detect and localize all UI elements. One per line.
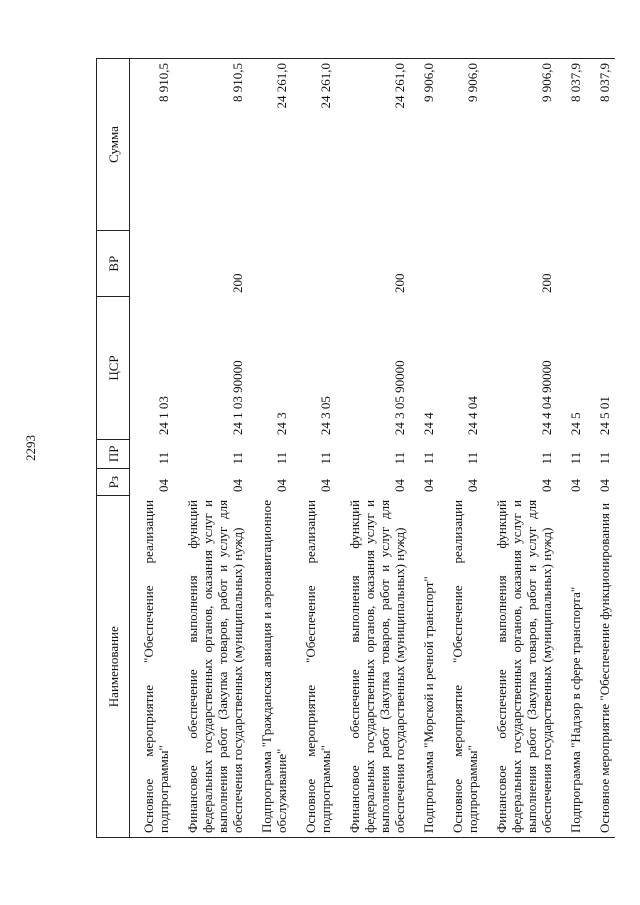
row-vr xyxy=(419,230,439,296)
header-vr: ВР xyxy=(97,230,130,296)
table-row xyxy=(448,59,483,838)
row-sum: 8 037,9 xyxy=(566,59,586,231)
table-row xyxy=(257,59,292,838)
row-csr: 24 3 05 90000 xyxy=(391,360,407,436)
row-vr xyxy=(301,230,336,296)
row-rz: 04 xyxy=(155,478,171,492)
row-sum: 9 906,0 xyxy=(419,59,439,231)
row-pr: 11 xyxy=(596,451,612,465)
table-row xyxy=(419,59,439,838)
header-sum: Сумма xyxy=(97,59,130,231)
row-name: Основное мероприятие "Обеспечение реализации подпрограммы" xyxy=(301,496,336,838)
row-pr: 11 xyxy=(273,451,289,465)
row-rz: 04 xyxy=(420,478,436,492)
row-sum: 9 906,0 xyxy=(492,59,557,231)
table-header-row xyxy=(97,59,130,838)
row-rz: 04 xyxy=(229,478,245,492)
row-pr: 11 xyxy=(567,451,583,465)
row-name: Основное мероприятие "Обеспечение функционирования и xyxy=(595,496,615,838)
page-number: 2293 xyxy=(23,435,38,461)
table-row xyxy=(183,59,248,838)
row-name: Основное мероприятие "Обеспечение реализации подпрограммы" xyxy=(448,496,483,838)
row-sum: 8 910,5 xyxy=(139,59,174,231)
table-row xyxy=(566,59,586,838)
row-csr: 24 1 03 xyxy=(155,396,171,436)
row-sum: 8 910,5 xyxy=(183,59,248,231)
table-row xyxy=(492,59,557,838)
row-csr: 24 4 xyxy=(420,412,436,436)
row-vr: 200 xyxy=(391,273,407,293)
row-csr: 24 4 04 xyxy=(464,396,480,436)
row-name: Финансовое обеспечение выполнения функций федеральных государственных органов, оказания услуг и выполнения работ (Закупка товаров, работ и услуг для обеспечения государственных (муниципальных) нужд) xyxy=(183,496,248,838)
row-vr xyxy=(595,230,615,296)
row-csr: 24 1 03 90000 xyxy=(229,360,245,436)
row-pr: 11 xyxy=(155,451,171,465)
table-row xyxy=(345,59,410,838)
row-rz: 04 xyxy=(391,478,407,492)
row-sum: 9 906,0 xyxy=(448,59,483,231)
budget-table xyxy=(96,58,615,838)
row-sum: 24 261,0 xyxy=(345,59,410,231)
row-vr xyxy=(139,230,174,296)
row-pr: 11 xyxy=(229,451,245,465)
row-csr: 24 3 05 xyxy=(317,396,333,436)
row-vr xyxy=(566,230,586,296)
row-rz: 04 xyxy=(596,478,612,492)
table-row xyxy=(139,59,174,838)
row-pr: 11 xyxy=(317,451,333,465)
row-name: Финансовое обеспечение выполнения функций федеральных государственных органов, оказания услуг и выполнения работ (Закупка товаров, работ и услуг для обеспечения государственных (муниципальных) нужд) xyxy=(492,496,557,838)
row-csr: 24 5 xyxy=(567,412,583,436)
row-sum: 8 037,9 xyxy=(595,59,615,231)
row-csr: 24 5 01 xyxy=(596,396,612,436)
row-name: Основное мероприятие "Обеспечение реализации подпрограммы" xyxy=(139,496,174,838)
row-name: Подпрограмма "Гражданская авиация и аэронавигационное обслуживание" xyxy=(257,496,292,838)
row-pr: 11 xyxy=(464,451,480,465)
row-pr: 11 xyxy=(420,451,436,465)
header-rz: Рз xyxy=(97,468,130,496)
rotated-table-container xyxy=(96,58,636,838)
row-sum: 24 261,0 xyxy=(257,59,292,231)
table-row xyxy=(301,59,336,838)
header-pr: ПР xyxy=(97,439,130,468)
row-vr: 200 xyxy=(229,273,245,293)
row-name: Подпрограмма "Морской и речной транспорт" xyxy=(419,496,439,838)
row-vr xyxy=(257,230,292,296)
row-pr: 11 xyxy=(538,451,554,465)
row-pr: 11 xyxy=(391,451,407,465)
row-rz: 04 xyxy=(317,478,333,492)
row-rz: 04 xyxy=(538,478,554,492)
table-row xyxy=(595,59,615,838)
row-sum: 24 261,0 xyxy=(301,59,336,231)
row-name: Финансовое обеспечение выполнения функций федеральных государственных органов, оказания услуг и выполнения работ (Закупка товаров, работ и услуг для обеспечения государственных (муниципальных) нужд) xyxy=(345,496,410,838)
row-vr xyxy=(448,230,483,296)
row-rz: 04 xyxy=(464,478,480,492)
row-rz: 04 xyxy=(567,478,583,492)
row-vr: 200 xyxy=(538,273,554,293)
header-csr: ЦСР xyxy=(97,297,130,439)
row-name: Подпрограмма "Надзор в сфере транспорта" xyxy=(566,496,586,838)
row-rz: 04 xyxy=(273,478,289,492)
row-csr: 24 4 04 90000 xyxy=(538,360,554,436)
row-csr: 24 3 xyxy=(273,412,289,436)
header-name: Наименование xyxy=(97,496,130,838)
